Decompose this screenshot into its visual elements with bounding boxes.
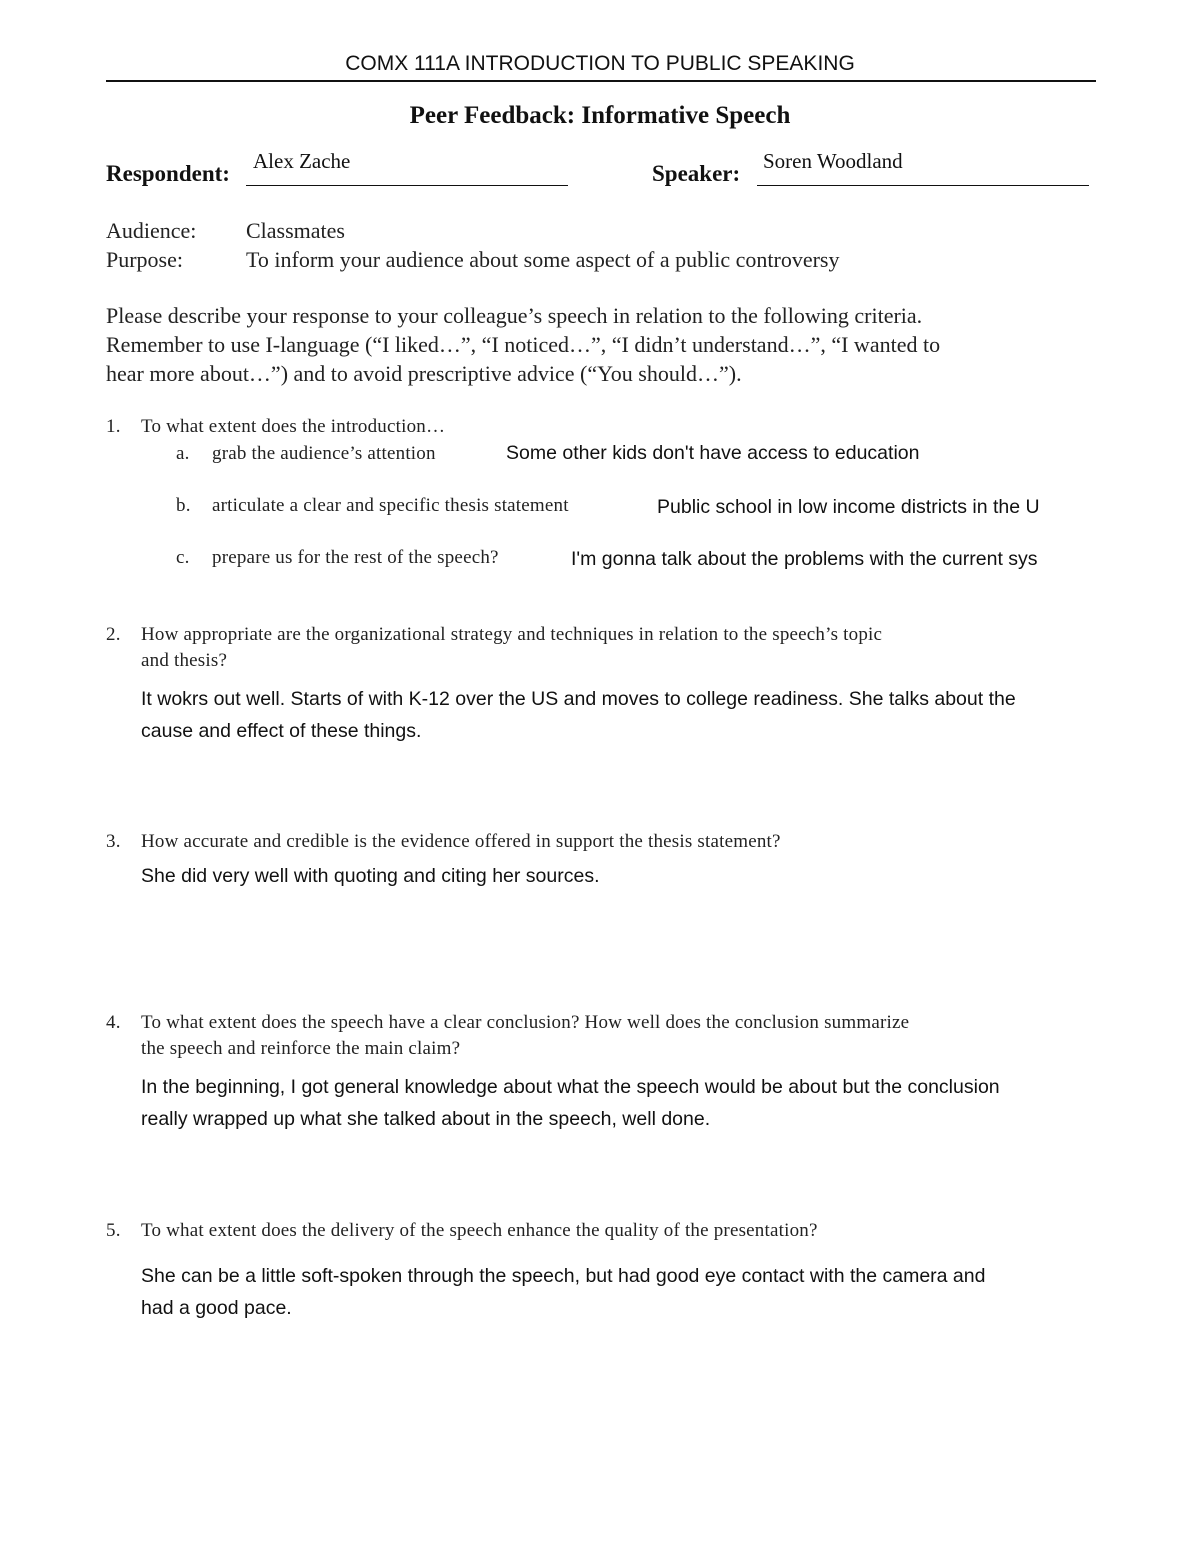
instructions-line: Remember to use I-language (“I liked…”, “I noticed…”, “I didn’t understand…”, “I wanted to bbox=[106, 332, 941, 357]
answer-5[interactable]: She can be a little soft-spoken through the speech, but had good eye contact with the camera and bbox=[141, 1265, 986, 1287]
respondent-underline bbox=[246, 185, 568, 186]
purpose-value: To inform your audience about some aspect of a public controversy bbox=[246, 247, 840, 272]
speaker-underline bbox=[757, 185, 1089, 186]
question-number: 4. bbox=[106, 1012, 121, 1033]
question-3-text: How accurate and credible is the evidence offered in support the thesis statement? bbox=[141, 831, 781, 852]
respondent-label: Respondent: bbox=[106, 161, 230, 186]
question-number: 3. bbox=[106, 831, 121, 852]
subquestion-letter: a. bbox=[176, 443, 190, 464]
course-header: COMX 111A INTRODUCTION TO PUBLIC SPEAKING bbox=[345, 52, 855, 75]
question-2-text: How appropriate are the organizational strategy and techniques in relation to the speech’s topic bbox=[141, 624, 883, 645]
form-title: Peer Feedback: Informative Speech bbox=[409, 102, 791, 129]
header-rule bbox=[106, 80, 1096, 82]
answer-1c[interactable]: I'm gonna talk about the problems with the current sys bbox=[571, 548, 1038, 570]
audience-label: Audience: bbox=[106, 218, 197, 243]
audience-value: Classmates bbox=[246, 218, 345, 243]
respondent-field[interactable]: Alex Zache bbox=[253, 149, 351, 173]
question-number: 2. bbox=[106, 624, 121, 645]
question-number: 1. bbox=[106, 416, 121, 437]
answer-2[interactable]: It wokrs out well. Starts of with K-12 over the US and moves to college readiness. She talks about the bbox=[141, 688, 1016, 710]
question-4-text: the speech and reinforce the main claim? bbox=[141, 1038, 461, 1059]
question-4-text: To what extent does the speech have a clear conclusion? How well does the conclusion summarize bbox=[141, 1012, 910, 1033]
purpose-label: Purpose: bbox=[106, 247, 183, 272]
instructions-line: Please describe your response to your colleague’s speech in relation to the following criteria. bbox=[106, 303, 923, 328]
answer-1b[interactable]: Public school in low income districts in the U bbox=[657, 496, 1040, 518]
question-5-text: To what extent does the delivery of the speech enhance the quality of the presentation? bbox=[141, 1220, 818, 1241]
question-1-text: To what extent does the introduction… bbox=[141, 416, 446, 437]
answer-4[interactable]: In the beginning, I got general knowledge about what the speech would be about but the conclusion bbox=[141, 1076, 1000, 1098]
question-1a-text: grab the audience’s attention bbox=[212, 443, 436, 464]
subquestion-letter: b. bbox=[176, 495, 191, 516]
subquestion-letter: c. bbox=[176, 547, 190, 568]
speaker-label: Speaker: bbox=[652, 161, 741, 186]
answer-4[interactable]: really wrapped up what she talked about in the speech, well done. bbox=[141, 1108, 711, 1130]
speaker-field[interactable]: Soren Woodland bbox=[763, 149, 903, 173]
answer-2[interactable]: cause and effect of these things. bbox=[141, 720, 422, 742]
answer-3[interactable]: She did very well with quoting and citing her sources. bbox=[141, 865, 600, 887]
question-number: 5. bbox=[106, 1220, 121, 1241]
answer-5[interactable]: had a good pace. bbox=[141, 1297, 292, 1319]
instructions-line: hear more about…”) and to avoid prescriptive advice (“You should…”). bbox=[106, 361, 742, 386]
question-1b-text: articulate a clear and specific thesis statement bbox=[212, 495, 569, 516]
question-1c-text: prepare us for the rest of the speech? bbox=[212, 547, 499, 568]
answer-1a[interactable]: Some other kids don't have access to education bbox=[506, 442, 920, 464]
question-2-text: and thesis? bbox=[141, 650, 228, 671]
